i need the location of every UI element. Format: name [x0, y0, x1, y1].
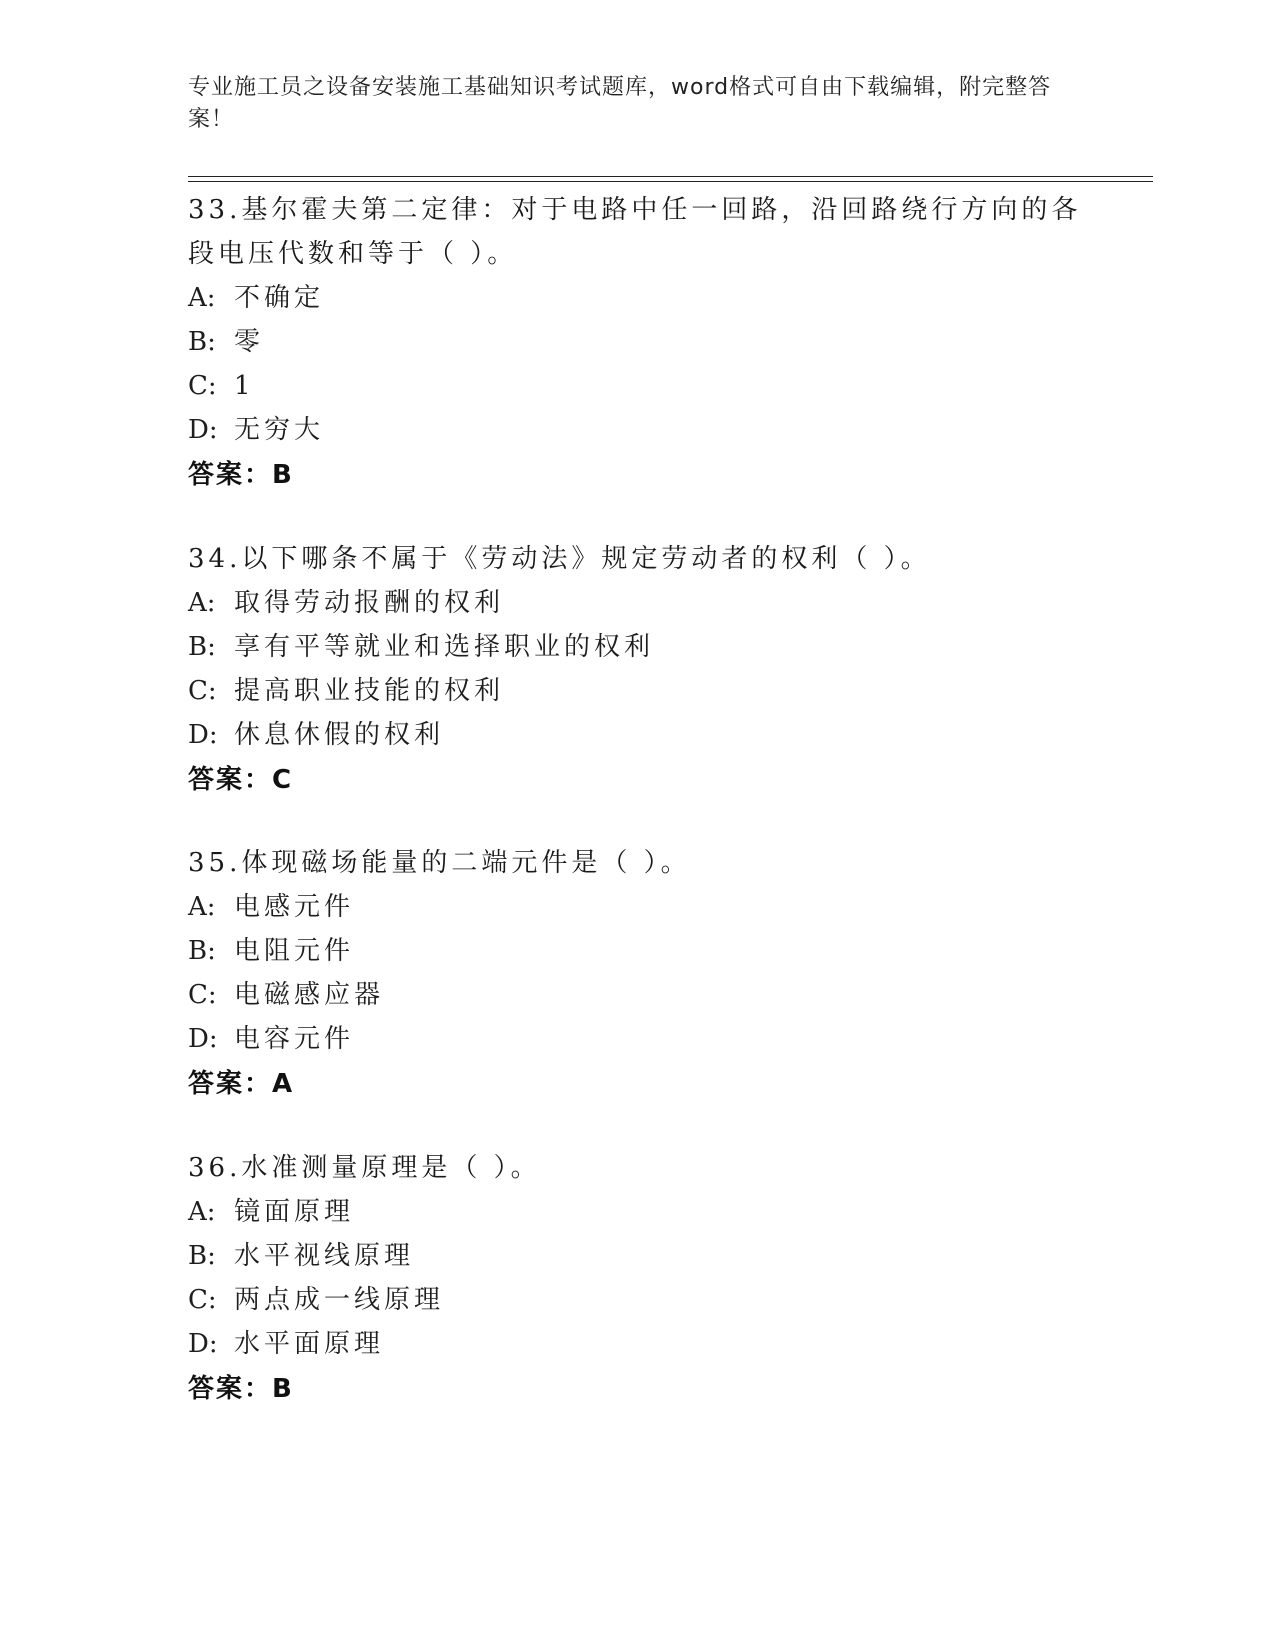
option-b	[188, 625, 1088, 669]
option-text: 镜面原理	[234, 1197, 355, 1227]
option-d	[188, 713, 1088, 757]
option-key: C:	[188, 676, 217, 706]
option-key: A:	[188, 283, 216, 313]
option-text: 零	[234, 327, 265, 357]
question-stem: 33.基尔霍夫第二定律：对于电路中任一回路，沿回路绕行方向的各段电压代数和等于（ ）。	[188, 195, 1082, 269]
option-key: C:	[188, 980, 217, 1010]
question-35	[188, 841, 1088, 1107]
option-key: D:	[188, 415, 218, 445]
option-text: 1	[234, 371, 255, 401]
option-a	[188, 885, 1088, 929]
option-key: D:	[188, 1329, 218, 1359]
header-note: 专业施工员之设备安装施工基础知识考试题库，word格式可自由下载编辑，附完整答案！	[188, 75, 1052, 132]
option-key: D:	[188, 720, 218, 750]
question-stem: 34.以下哪条不属于《劳动法》规定劳动者的权利（ ）。	[188, 544, 931, 574]
question-34	[188, 537, 1088, 803]
answer-label: 答案：A	[188, 1069, 295, 1099]
answer-label: 答案：B	[188, 460, 294, 490]
option-key: B:	[188, 327, 216, 357]
option-text: 水平视线原理	[234, 1241, 415, 1271]
option-text: 电磁感应器	[234, 980, 385, 1010]
option-key: B:	[188, 1241, 216, 1271]
option-c	[188, 669, 1088, 713]
option-text: 两点成一线原理	[234, 1285, 445, 1315]
header-divider-top	[188, 176, 1153, 177]
option-c	[188, 973, 1088, 1017]
option-d	[188, 408, 1088, 452]
answer-label: 答案：B	[188, 1374, 294, 1404]
question-36	[188, 1146, 1088, 1412]
option-c	[188, 364, 1088, 408]
option-text: 提高职业技能的权利	[234, 676, 505, 706]
option-key: C:	[188, 1285, 217, 1315]
option-text: 休息休假的权利	[234, 720, 445, 750]
option-text: 电阻元件	[234, 936, 355, 966]
option-b	[188, 929, 1088, 973]
question-stem: 35.体现磁场能量的二端元件是（ ）。	[188, 848, 691, 878]
option-text: 不确定	[234, 283, 325, 313]
option-text: 取得劳动报酬的权利	[234, 588, 505, 618]
option-text: 水平面原理	[234, 1329, 385, 1359]
option-key: A:	[188, 1197, 216, 1227]
option-key: A:	[188, 588, 216, 618]
option-text: 电容元件	[234, 1024, 355, 1054]
option-key: C:	[188, 371, 217, 401]
option-a	[188, 276, 1088, 320]
question-33	[188, 188, 1088, 498]
option-text: 享有平等就业和选择职业的权利	[234, 632, 655, 662]
option-d	[188, 1322, 1088, 1366]
option-c	[188, 1278, 1088, 1322]
option-key: B:	[188, 936, 216, 966]
option-a	[188, 581, 1088, 625]
option-text: 电感元件	[234, 892, 355, 922]
option-key: B:	[188, 632, 216, 662]
option-d	[188, 1017, 1088, 1061]
option-text: 无穷大	[234, 415, 325, 445]
option-a	[188, 1190, 1088, 1234]
header-divider-bottom	[188, 181, 1153, 182]
option-key: D:	[188, 1024, 218, 1054]
option-b	[188, 320, 1088, 364]
option-key: A:	[188, 892, 216, 922]
answer-label: 答案：C	[188, 765, 294, 795]
question-stem: 36.水准测量原理是（ ）。	[188, 1153, 541, 1183]
option-b	[188, 1234, 1088, 1278]
